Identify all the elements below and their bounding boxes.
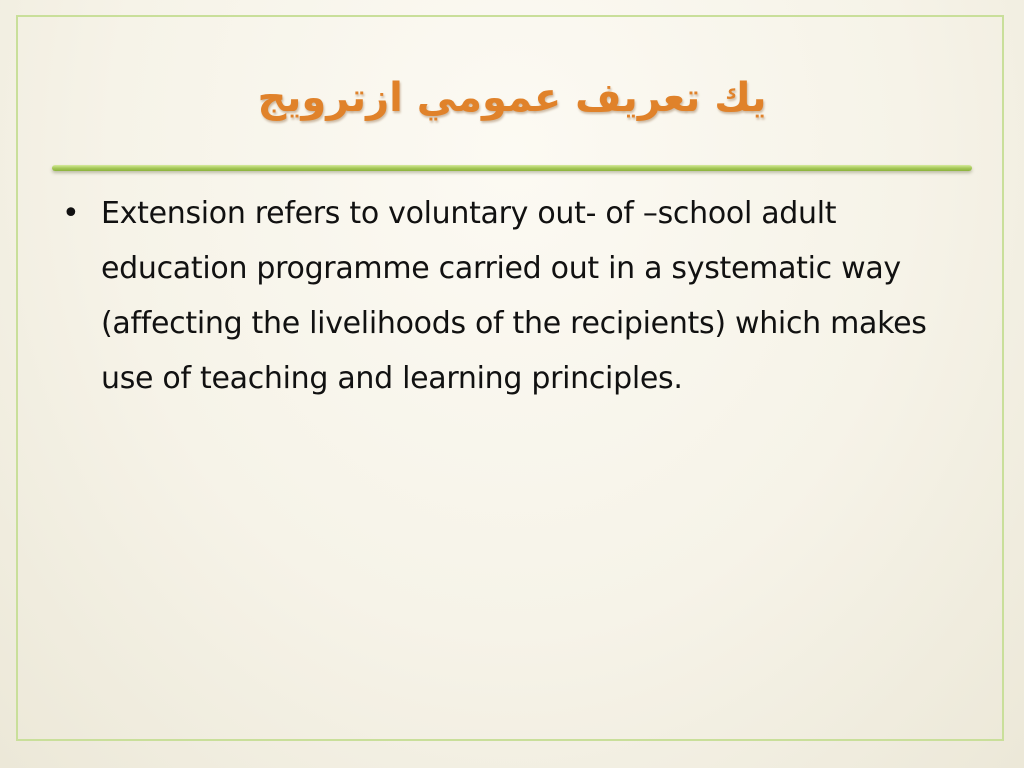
slide-title: يك تعريف عمومي ازترويج	[257, 75, 767, 121]
bullet-item	[60, 186, 940, 406]
bullet-text: Extension refers to voluntary out- of –school adult education programme carried out in a systematic way (affecting the livelihoods of the recipients) which makes use of teaching and learning principles.	[101, 196, 927, 396]
title-divider	[52, 165, 972, 171]
bullet-icon: •	[62, 196, 80, 231]
content-bullet-list	[60, 186, 940, 406]
